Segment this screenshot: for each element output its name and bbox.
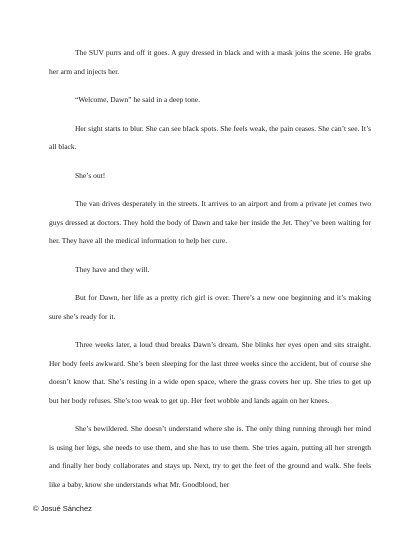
paragraph: But for Dawn, her life as a pretty rich girl is over. There’s a new one beginning and it’s making sure she’s ready for it.: [49, 293, 371, 321]
paragraph: Her sight starts to blur. She can see black spots. She feels weak, the pain ceases. She can’t see. It’s all black.: [49, 123, 371, 151]
paragraph: She’s bewildered. She doesn’t understand where she is. The only thing running through her mind is using her legs, she needs to use them, and she has to use them. She tries again, putting all her strength and finally her body collaborates and stays up. Next, try to get the feet of the ground and walk. She feels like a baby, know she understands what Mr. Goodblood, her: [49, 424, 371, 489]
paragraph: The SUV purrs and off it goes. A guy dressed in black and with a mask joins the scene. He grabs her arm and injects her.: [49, 48, 371, 76]
copyright-footer: © Josué Sánchez: [33, 504, 92, 513]
paragraph: They have and they will.: [75, 264, 150, 274]
paragraph: Three weeks later, a loud thud breaks Dawn’s dream. She blinks her eyes open and sits straight. Her body feels awkward. She’s been sleeping for the last three weeks since the accident, but of course she doesn’t know that. She’s resting in a wide open space, where the grass covers her up. She tries to get up but her body refuses. She’s too weak to get up. Her feet wobble and lands again on her knees.: [49, 340, 371, 405]
document-page: [49, 44, 371, 504]
paragraph: She’s out!: [75, 170, 106, 180]
paragraph: The van drives desperately in the streets. It arrives to an airport and from a private jet comes two guys dressed at doctors. They hold the body of Dawn and take her inside the Jet. They’ve been waiting for her. They have all the medical information to help her cure.: [49, 199, 371, 245]
paragraph: “Welcome, Dawn” he said in a deep tone.: [75, 95, 200, 104]
